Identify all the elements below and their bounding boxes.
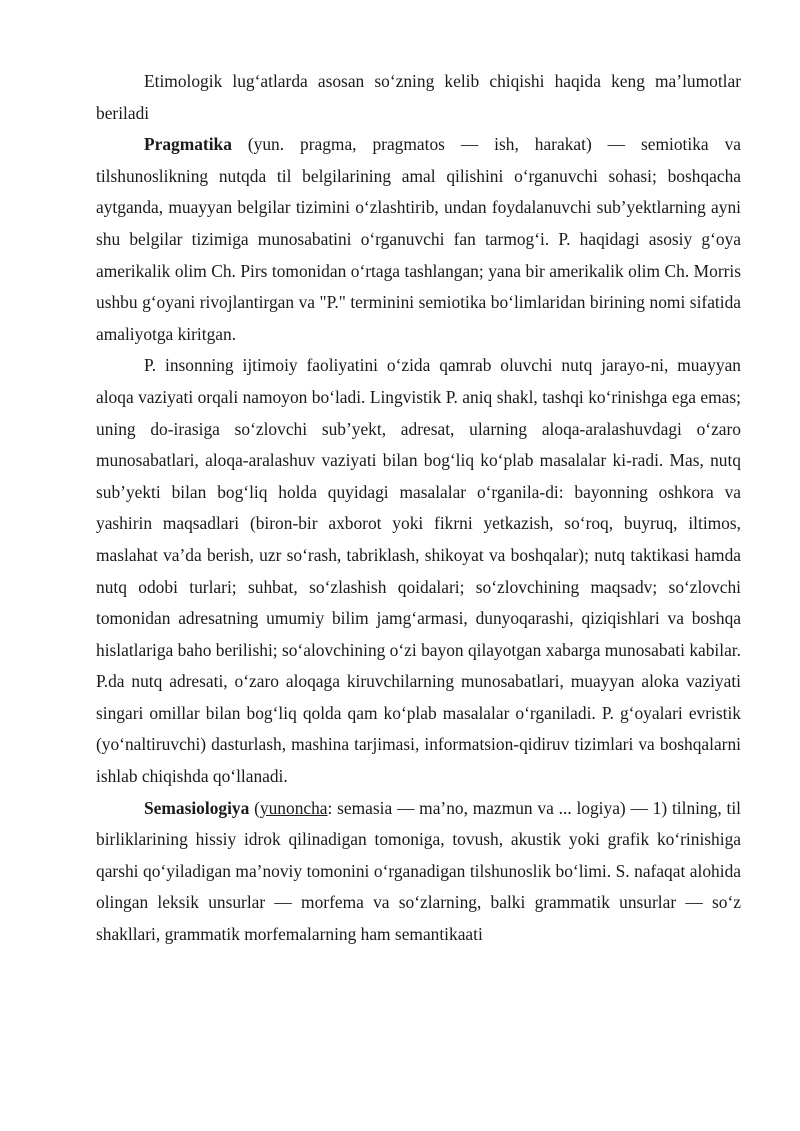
paragraph-text: : semasia — ma’no, mazmun va ... logiya) — 1) tilning, til birliklarining hissiy idrok qilinadigan tomoniga, tovush, akustik yoki grafik ko‘rinishiga qarshi qo‘yiladigan ma’noviy tomonini o‘rganadigan tilshunoslik bo‘limi. S. nafaqat alohida olingan leksik unsurlar — morfema va so‘zlarning, balki grammatik unsurlar — so‘z shakllari, grammatik morfemalarning ham semantikaati: [96, 797, 742, 945]
term-semasiologiya: Semasiologiya: [144, 797, 250, 818]
paragraph-semasiology: [96, 793, 741, 951]
paragraph-text: Etimologik lug‘atlarda asosan so‘zning kelib chiqishi haqida keng ma’lumotlar beriladi: [96, 71, 741, 123]
term-pragmatika: Pragmatika: [144, 134, 232, 155]
link-yunoncha[interactable]: yunoncha: [259, 797, 328, 818]
paragraph-pragmatics-scope: [96, 350, 741, 792]
paragraph-text: (yun. pragma, pragmatos — ish, harakat) — semiotika va tilshunoslikning nutqda til belgilarining amal qilishini o‘rganuvchi sohasi; boshqacha aytganda, muayyan belgilar tizimini o‘zlashtirib, undan foydalanuvchi sub’yektlarning ayni shu belgilar tizimiga munosabatini o‘rganuvchi fan tarmog‘i. P. haqidagi asosiy g‘oya amerikalik olim Ch. Pirs tomonidan o‘rtaga tashlangan; yana bir amerikalik olim Ch. Morris ushbu g‘oyani rivojlantirgan va "P." terminini semiotika bo‘limlaridan birining nomi sifatida amaliyotga kiritgan.: [96, 134, 741, 344]
paragraph-text: P. insonning ijtimoiy faoliyatini o‘zida qamrab oluvchi nutq jarayo-ni, muayyan aloqa vaziyati orqali namoyon bo‘ladi. Lingvistik P. aniq shakl, tashqi ko‘rinishga ega emas; uning do-irasiga so‘zlovchi sub’yekt, adresat, ularning aloqa-aralashuvdagi o‘zaro munosabatlari, aloqa-aralashuv vaziyati bilan bog‘liq ko‘plab masalalar ki-radi. Mas, nutq sub’yekti bilan bog‘liq holda quyidagi masalalar o‘rganila-di: bayonning oshkora va yashirin maqsadlari (biron-bir axborot yoki fikrni yetkazish, so‘roq, buyruq, iltimos, maslahat va’da berish, uzr so‘rash, tabriklash, shikoyat va boshqalar); nutq taktikasi hamda nutq odobi turlari; suhbat, so‘zlashish qoidalari; so‘zlovchining maqsadv; so‘zlovchi tomonidan adresatning umumiy bilim jamg‘armasi, dunyoqarashi, qiziqishlari va boshqa hislatlariga baho berilishi; so‘alovchining o‘zi bayon qilayotgan xabarga munosabati kabilar. P.da nutq adresati, o‘zaro aloqaga kiruvchilarning munosabatlari, muayyan aloka vaziyati singari omillar bilan bog‘liq qolda qam ko‘plab masalalar o‘rganiladi. P. g‘oyalari evristik (yo‘naltiruvchi) dasturlash, mashina tarjimasi, informatsion-qidiruv tizimlari va boshqalarni ishlab chiqishda qo‘llanadi.: [96, 355, 741, 787]
paragraph-prefix: (: [249, 797, 260, 818]
paragraph-pragmatics: [96, 129, 741, 350]
document-page: [96, 66, 741, 951]
paragraph-etymology: [96, 66, 741, 129]
